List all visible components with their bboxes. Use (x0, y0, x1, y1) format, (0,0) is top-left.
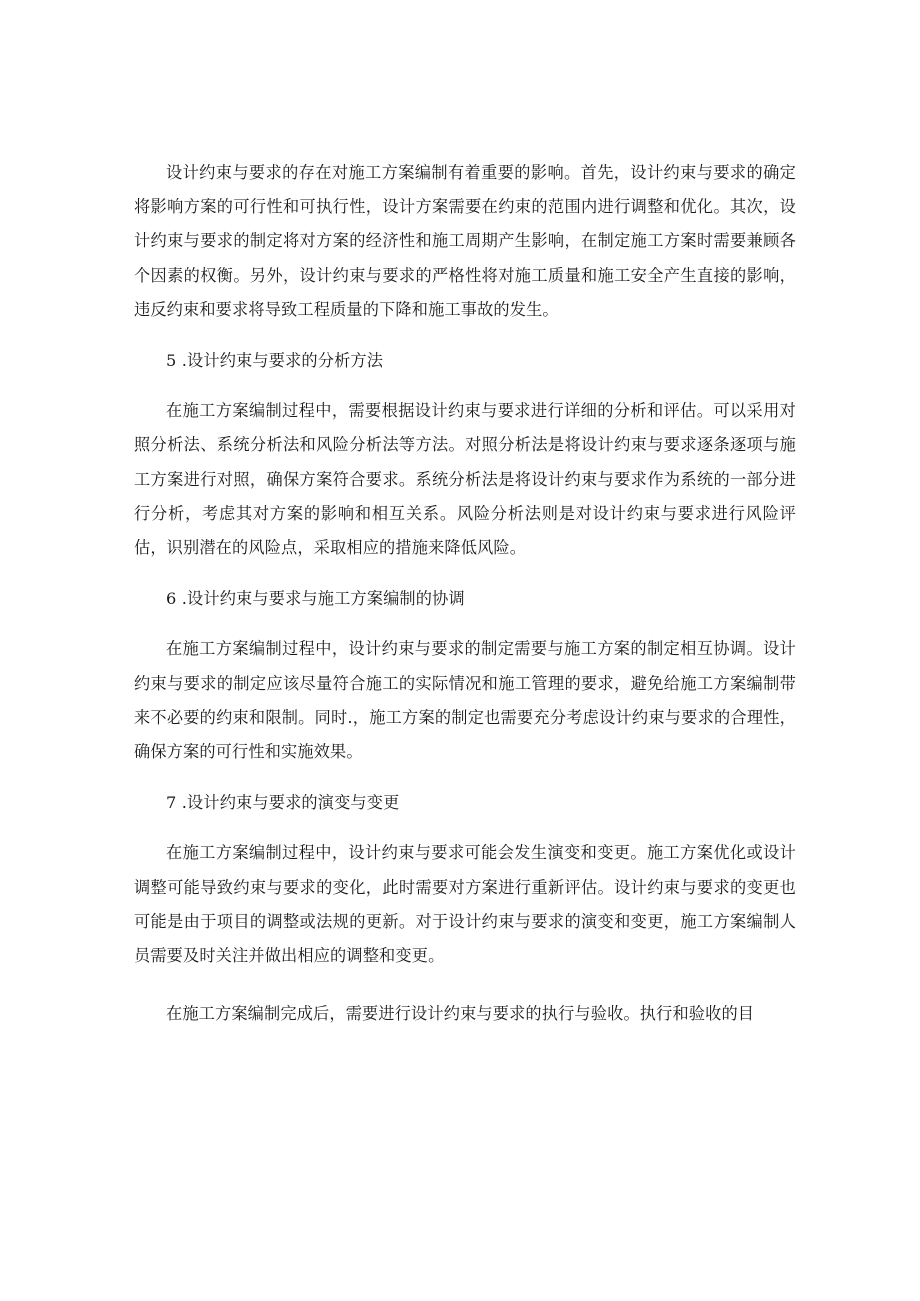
paragraph-coordination: 在施工方案编制过程中，设计约束与要求的制定需要与施工方案的制定相互协调。设计约束与要求的制定应该尽量符合施工的实际情况和施工管理的要求，避免给施工方案编制带来不必要的约束和限制。同时.，施工方案的制定也需要充分考虑设计约束与要求的合理性，确保方案的可行性和实施效果。 (134, 639, 796, 762)
paragraph-analysis-methods: 在施工方案编制过程中，需要根据设计约束与要求进行详细的分析和评估。可以采用对照分析法、系统分析法和风险分析法等方法。对照分析法是将设计约束与要求逐条逐项与施工方案进行对照，确保方案符合要求。系统分析法是将设计约束与要求作为系统的一部分进行分析，考虑其对方案的影响和相互关系。风险分析法则是对设计约束与要求进行风险评估，识别潜在的风险点，采取相应的措施来降低风险。 (134, 401, 796, 558)
section-heading-6: 6 .设计约束与要求与施工方案编制的协调 (166, 589, 465, 609)
paragraph-impact: 设计约束与要求的存在对施工方案编制有着重要的影响。首先，设计约束与要求的确定将影响方案的可行性和可执行性，设计方案需要在约束的范围内进行调整和优化。其次，设计约束与要求的制定将对方案的经济性和施工周期产生影响，在制定施工方案时需要兼顾各个因素的权衡。另外，设计约束与要求的严格性将对施工质量和施工安全产生直接的影响，违反约束和要求将导致工程质量的下降和施工事故的发生。 (134, 163, 796, 319)
paragraph-execution: 在施工方案编制完成后，需要进行设计约束与要求的执行与验收。执行和验收的目 (166, 1004, 755, 1024)
document-body (134, 156, 796, 1031)
paragraph-evolution: 在施工方案编制过程中，设计约束与要求可能会发生演变和变更。施工方案优化或设计调整可能导致约束与要求的变化，此时需要对方案进行重新评估。设计约束与要求的变更也可能是由于项目的调整或法规的更新。对于设计约束与要求的演变和变更，施工方案编制人员需要及时关注并做出相应的调整和变更。 (134, 843, 796, 966)
section-heading-7: 7 .设计约束与要求的演变与变更 (166, 793, 400, 813)
section-heading-5: 5 .设计约束与要求的分析方法 (166, 351, 384, 371)
